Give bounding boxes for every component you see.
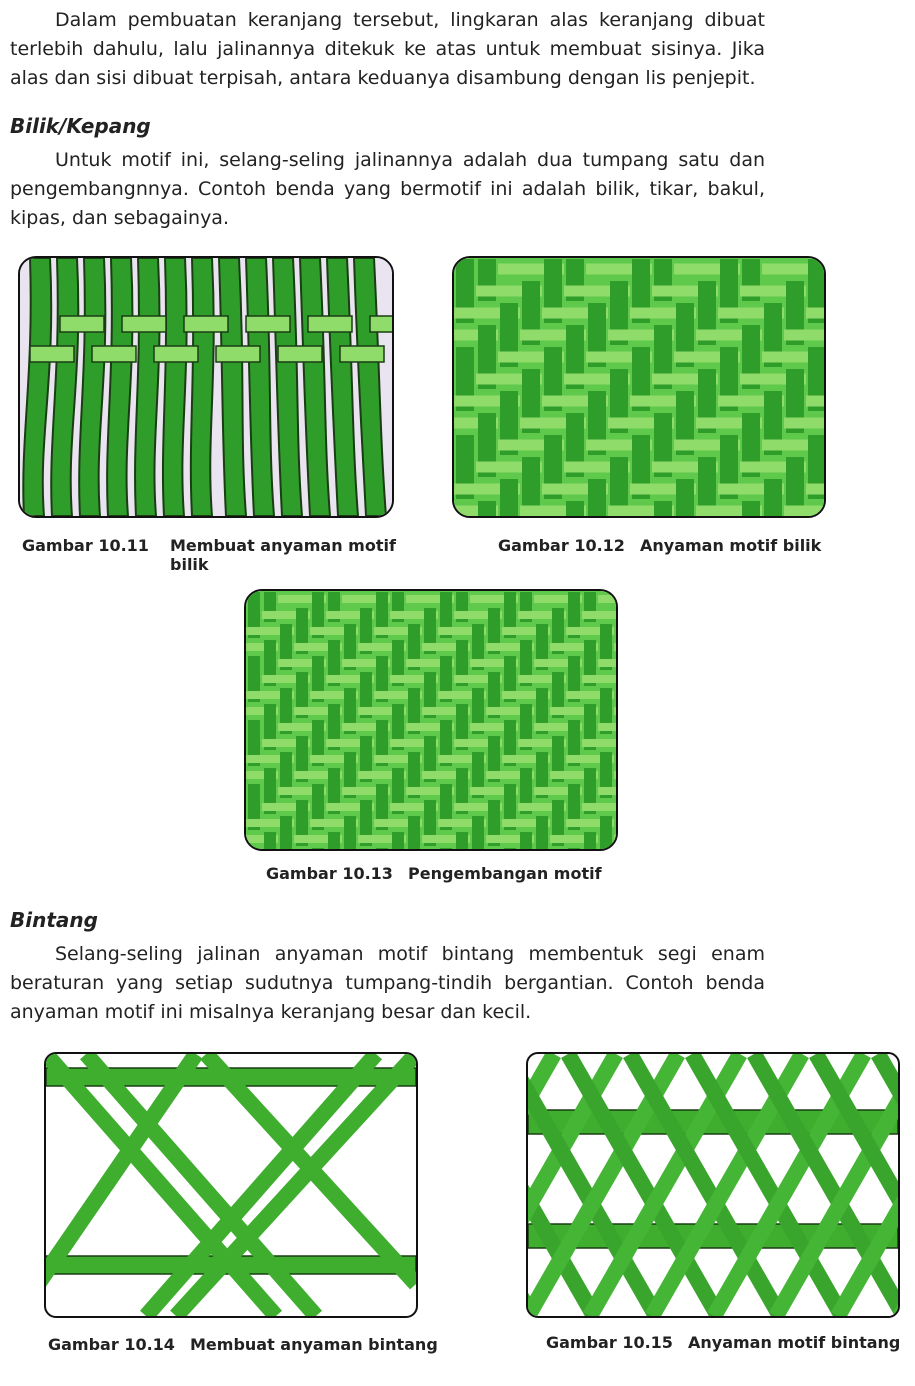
weft-strip bbox=[370, 316, 392, 332]
warp-block bbox=[568, 848, 580, 849]
intro-paragraph bbox=[10, 6, 765, 93]
weft-block bbox=[598, 675, 616, 683]
weft-block bbox=[614, 771, 616, 779]
figure-number: Gambar 10.11 bbox=[22, 536, 149, 555]
weft-block bbox=[614, 659, 616, 667]
bilik-pattern-illustration bbox=[454, 258, 824, 516]
weft-block bbox=[614, 707, 616, 715]
warp-block bbox=[536, 832, 548, 849]
warp-block bbox=[504, 848, 516, 849]
figure-caption-text: Pengembangan motif bbox=[408, 864, 602, 883]
warp-block bbox=[654, 501, 672, 516]
intro-paragraph-text: Dalam pembuatan keranjang tersebut, lingkaran alas keranjang dibuat terlebih dahulu, lalu jalinannya ditekuk ke atas untuk membuat sisinya. Jika alas dan sisi dibuat terpisah, antara keduanya disambung dengan lis penjepit. bbox=[10, 9, 765, 89]
figure-10-11-caption bbox=[22, 536, 400, 574]
figure-10-15-caption bbox=[546, 1333, 900, 1352]
weft-block bbox=[806, 396, 824, 407]
weft-strip bbox=[154, 346, 198, 362]
weft-block bbox=[614, 643, 616, 651]
warp-block bbox=[500, 501, 518, 516]
bintang-paragraph-text: Selang-seling jalinan anyaman motif bintang membentuk segi enam beraturan yang setiap sudutnya tumpang-tindih bergantian. Contoh benda anyaman motif ini misalnya keranjang besar dan kecil. bbox=[10, 943, 765, 1023]
star-pattern-illustration bbox=[528, 1054, 898, 1316]
weft-strip bbox=[92, 346, 136, 362]
section-heading-bintang: Bintang bbox=[10, 908, 98, 932]
weft-block bbox=[614, 723, 616, 731]
star-weaving-start-illustration bbox=[46, 1054, 416, 1316]
warp-block bbox=[264, 832, 276, 849]
warp-block bbox=[248, 848, 260, 849]
bintang-paragraph bbox=[10, 940, 765, 1027]
warp-block bbox=[280, 832, 292, 849]
weft-strip bbox=[308, 316, 352, 332]
figure-10-12-image bbox=[452, 256, 826, 518]
weft-block bbox=[614, 787, 616, 795]
figure-number: Gambar 10.15 bbox=[546, 1333, 673, 1352]
weft-block bbox=[598, 611, 616, 619]
warp-block bbox=[376, 848, 388, 849]
weft-block bbox=[598, 803, 616, 811]
diagonal-strip bbox=[86, 1054, 316, 1316]
figure-caption-text: Anyaman motif bilik bbox=[640, 536, 822, 555]
weft-block bbox=[806, 506, 824, 517]
weft-block bbox=[598, 723, 616, 731]
warp-block bbox=[584, 848, 596, 849]
figure-10-14-image bbox=[44, 1052, 418, 1318]
warp-block bbox=[520, 848, 532, 849]
weft-block bbox=[806, 330, 824, 341]
weft-strip bbox=[278, 346, 322, 362]
warp-block bbox=[456, 832, 468, 849]
warp-block bbox=[600, 832, 612, 849]
weft-block bbox=[598, 659, 616, 667]
figure-10-15-image bbox=[526, 1052, 900, 1318]
warp-block bbox=[588, 501, 606, 516]
diagonal-strip bbox=[630, 1054, 780, 1316]
warp-block bbox=[312, 848, 324, 849]
diagonal-strip bbox=[176, 1054, 416, 1316]
warp-strip bbox=[163, 258, 187, 516]
figure-10-13-image bbox=[244, 589, 618, 851]
warp-block bbox=[520, 832, 532, 849]
warp-block bbox=[328, 832, 340, 849]
weft-strip bbox=[340, 346, 384, 362]
weft-strip bbox=[184, 316, 228, 332]
figure-10-12-caption bbox=[498, 536, 821, 555]
weft-block bbox=[598, 787, 616, 795]
figure-10-11-image bbox=[18, 256, 394, 518]
section-heading-bilik: Bilik/Kepang bbox=[10, 114, 151, 138]
bilik-weaving-start-illustration bbox=[20, 258, 392, 516]
diagonal-strip bbox=[692, 1054, 842, 1316]
figure-caption-text: Membuat anyaman motif bilik bbox=[170, 536, 396, 574]
warp-block bbox=[742, 501, 760, 516]
warp-block bbox=[584, 832, 596, 849]
figure-number: Gambar 10.12 bbox=[498, 536, 625, 555]
weft-strip bbox=[246, 316, 290, 332]
weft-block bbox=[806, 484, 824, 495]
warp-block bbox=[328, 848, 340, 849]
figure-number: Gambar 10.14 bbox=[48, 1335, 175, 1354]
warp-block bbox=[392, 832, 404, 849]
weft-block bbox=[598, 739, 616, 747]
figure-caption-text: Membuat anyaman bintang bbox=[190, 1335, 438, 1354]
weft-strip bbox=[216, 346, 260, 362]
weft-strip bbox=[122, 316, 166, 332]
weft-block bbox=[598, 595, 616, 603]
bilik-paragraph-text: Untuk motif ini, selang-seling jalinannya adalah dua tumpang satu dan pengembangnnya. Contoh benda yang bermotif ini adalah bilik, tikar, bakul, kipas, dan sebagainya. bbox=[10, 149, 765, 229]
diagonal-strip bbox=[146, 1054, 376, 1316]
weft-block bbox=[806, 418, 824, 429]
weft-strip bbox=[60, 316, 104, 332]
warp-block bbox=[764, 501, 782, 516]
weft-block bbox=[614, 595, 616, 603]
weft-block bbox=[806, 308, 824, 319]
figure-10-13-caption bbox=[266, 864, 602, 883]
warp-block bbox=[566, 501, 584, 516]
bilik-paragraph bbox=[10, 146, 765, 233]
warp-block bbox=[408, 832, 420, 849]
warp-block bbox=[456, 848, 468, 849]
diagonal-strip bbox=[568, 1054, 718, 1316]
figure-10-14-caption bbox=[48, 1335, 438, 1354]
warp-block bbox=[440, 848, 452, 849]
warp-block bbox=[344, 832, 356, 849]
warp-block bbox=[676, 501, 694, 516]
warp-block bbox=[472, 832, 484, 849]
warp-block bbox=[478, 501, 496, 516]
pattern-development-illustration bbox=[246, 591, 616, 849]
warp-strip bbox=[191, 258, 214, 516]
figure-number: Gambar 10.13 bbox=[266, 864, 393, 883]
weft-block bbox=[614, 835, 616, 843]
warp-block bbox=[392, 848, 404, 849]
figure-caption-text: Anyaman motif bintang bbox=[688, 1333, 901, 1352]
warp-block bbox=[264, 848, 276, 849]
weft-strip bbox=[30, 346, 74, 362]
